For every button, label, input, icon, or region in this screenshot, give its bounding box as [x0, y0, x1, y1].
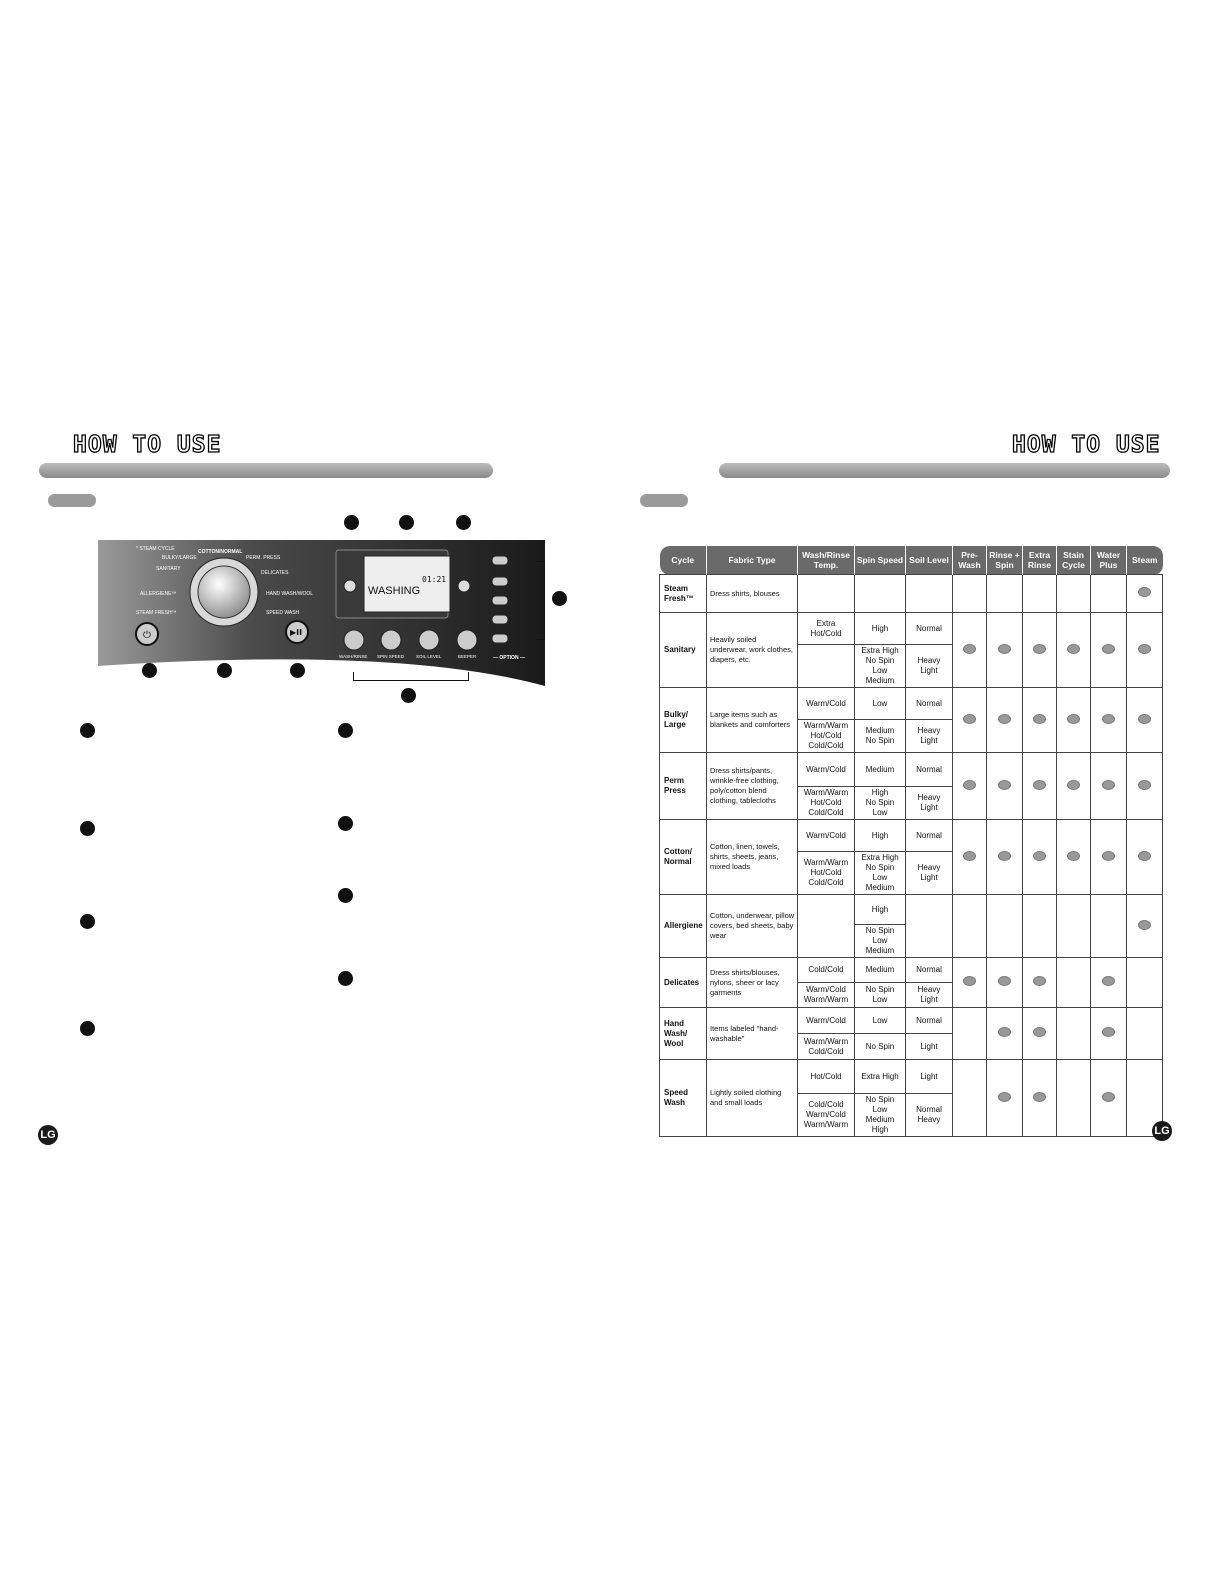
table-cell: High	[855, 613, 906, 645]
table-cell: Warm/Warm Hot/Cold Cold/Cold	[798, 787, 855, 820]
table-row	[660, 895, 1163, 925]
table-cell	[1127, 1008, 1163, 1060]
option-available-dot	[1138, 644, 1151, 654]
table-cell: High	[855, 895, 906, 925]
table-cell	[1127, 613, 1163, 688]
table-cell	[953, 575, 987, 613]
table-cell	[1091, 688, 1127, 753]
right-page-title: HOW TO USE	[1012, 432, 1161, 458]
cycle-name: Cotton/ Normal	[660, 820, 707, 895]
table-cell	[1127, 958, 1163, 1008]
list-marker	[338, 723, 353, 738]
display-screen	[364, 556, 450, 612]
option-available-dot	[1033, 714, 1046, 724]
list-marker	[338, 888, 353, 903]
callout-marker	[142, 663, 157, 678]
display-main-text: WASHING	[368, 585, 421, 597]
table-cell: Warm/Warm Hot/Cold Cold/Cold	[798, 720, 855, 753]
table-cell	[1023, 1008, 1057, 1060]
table-cell	[1023, 753, 1057, 820]
table-row	[660, 820, 1163, 852]
table-cell	[953, 753, 987, 820]
table-cell: High No Spin Low	[855, 787, 906, 820]
option-available-dot	[998, 1092, 1011, 1102]
column-header: Wash/Rinse Temp.	[798, 546, 855, 575]
wash-rinse-button	[344, 630, 364, 650]
option-available-dot	[1033, 1027, 1046, 1037]
table-cell	[953, 1060, 987, 1137]
cycle-name: Perm Press	[660, 753, 707, 820]
table-cell	[1091, 613, 1127, 688]
table-cell	[987, 820, 1023, 895]
table-cell	[1057, 613, 1091, 688]
table-cell	[1091, 958, 1127, 1008]
start-glyph: ▶II	[290, 628, 303, 637]
speed-wash-label: SPEED WASH	[266, 610, 300, 616]
option-available-dot	[1033, 780, 1046, 790]
option-button-3	[492, 596, 508, 605]
perm-press-label: PERM. PRESS	[246, 555, 281, 561]
left-header-bar	[39, 463, 493, 478]
table-row	[660, 753, 1163, 787]
callout-marker	[217, 663, 232, 678]
table-cell: Extra High	[855, 1060, 906, 1094]
table-cell: Heavy Light	[906, 983, 953, 1008]
cycle-name: Bulky/ Large	[660, 688, 707, 753]
table-row	[660, 613, 1163, 645]
option-available-dot	[1102, 780, 1115, 790]
table-cell	[1091, 575, 1127, 613]
table-cell: Warm/Cold Warm/Warm	[798, 983, 855, 1008]
table-cell: Warm/Warm Cold/Cold	[798, 1034, 855, 1060]
option-available-dot	[1102, 976, 1115, 986]
column-header: Fabric Type	[707, 546, 798, 575]
table-cell	[798, 575, 855, 613]
option-button-1	[492, 556, 508, 565]
table-cell	[1127, 895, 1163, 958]
fabric-type: Cotton, underwear, pillow covers, bed sheets, baby wear	[707, 895, 798, 958]
table-cell	[1023, 958, 1057, 1008]
option-available-dot	[1033, 976, 1046, 986]
option-available-dot	[1102, 1027, 1115, 1037]
table-cell: Normal	[906, 820, 953, 852]
table-cell	[1127, 820, 1163, 895]
table-cell: Warm/Cold	[798, 753, 855, 787]
option-available-dot	[998, 714, 1011, 724]
table-cell	[987, 753, 1023, 820]
option-button-2	[492, 577, 508, 586]
option-available-dot	[1102, 714, 1115, 724]
option-available-dot	[963, 644, 976, 654]
cycle-name: Hand Wash/ Wool	[660, 1008, 707, 1060]
table-header-row	[660, 546, 1163, 575]
fabric-type: Items labeled "hand-washable"	[707, 1008, 798, 1060]
beeper-button	[457, 630, 477, 650]
table-cell	[1091, 753, 1127, 820]
hand-wash-wool-label: HAND WASH/WOOL	[266, 591, 314, 597]
option-available-dot	[963, 780, 976, 790]
callout-marker	[399, 515, 414, 530]
table-cell: Normal Heavy	[906, 1094, 953, 1137]
option-available-dot	[1067, 780, 1080, 790]
callout-marker	[344, 515, 359, 530]
display-time-text: 01:21	[422, 575, 447, 584]
column-header: Cycle	[660, 546, 707, 575]
table-cell: Warm/Cold	[798, 820, 855, 852]
option-available-dot	[1138, 587, 1151, 597]
option-available-dot	[1138, 920, 1151, 930]
option-available-dot	[998, 644, 1011, 654]
options-bracket	[536, 561, 545, 640]
table-cell: Cold/Cold	[798, 958, 855, 983]
list-marker	[80, 723, 95, 738]
option-available-dot	[963, 714, 976, 724]
table-cell: No Spin Low Medium	[855, 925, 906, 958]
left-section-pill	[48, 494, 96, 507]
spin-speed-button	[381, 630, 401, 650]
table-cell	[1057, 820, 1091, 895]
option-available-dot	[1033, 851, 1046, 861]
table-cell	[1023, 895, 1057, 958]
table-cell	[1091, 1008, 1127, 1060]
table-row	[660, 688, 1163, 720]
steam-fresh-label: STEAM FRESH™	[136, 610, 177, 616]
table-cell: Normal	[906, 753, 953, 787]
table-cell	[855, 575, 906, 613]
column-header: Spin Speed	[855, 546, 906, 575]
cycle-name: Sanitary	[660, 613, 707, 688]
table-cell	[1091, 820, 1127, 895]
column-header: Soil Level	[906, 546, 953, 575]
buttons-bracket	[353, 672, 469, 681]
table-cell	[1091, 895, 1127, 958]
option-label: — OPTION —	[493, 655, 525, 661]
table-cell	[987, 575, 1023, 613]
column-header: Steam	[1127, 546, 1163, 575]
wash-rinse-label: WASH/RINSE	[339, 654, 368, 659]
table-cell: Heavy Light	[906, 852, 953, 895]
table-cell	[987, 688, 1023, 753]
option-available-dot	[1033, 644, 1046, 654]
option-available-dot	[998, 1027, 1011, 1037]
column-header: Rinse + Spin	[987, 546, 1023, 575]
option-available-dot	[1067, 851, 1080, 861]
table-cell: No Spin	[855, 1034, 906, 1060]
table-cell: Medium	[855, 958, 906, 983]
table-cell: Warm/Cold	[798, 688, 855, 720]
table-cell	[798, 895, 855, 958]
table-cell: Extra High No Spin Low Medium	[855, 852, 906, 895]
table-cell: Warm/Cold	[798, 1008, 855, 1034]
bulky-large-label: BULKY/LARGE	[162, 555, 197, 561]
option-available-dot	[1102, 851, 1115, 861]
left-page-title: HOW TO USE	[73, 432, 222, 458]
fabric-type: Heavily soiled underwear, work clothes, diapers, etc.	[707, 613, 798, 688]
table-cell: Heavy Light	[906, 720, 953, 753]
table-cell: Normal	[906, 958, 953, 983]
table-cell	[953, 895, 987, 958]
spin-speed-label: SPIN SPEED	[377, 654, 405, 659]
table-row	[660, 1008, 1163, 1034]
table-cell	[953, 958, 987, 1008]
table-cell: Medium	[855, 753, 906, 787]
fabric-type: Dress shirts/blouses, nylons, sheer or lacy garments	[707, 958, 798, 1008]
callout-marker	[552, 591, 567, 606]
table-cell: Medium No Spin	[855, 720, 906, 753]
control-panel	[98, 536, 545, 686]
option-available-dot	[1138, 780, 1151, 790]
table-cell: Hot/Cold	[798, 1060, 855, 1094]
right-section-pill	[640, 494, 688, 507]
option-available-dot	[1033, 1092, 1046, 1102]
table-cell: Warm/Warm Hot/Cold Cold/Cold	[798, 852, 855, 895]
table-cell	[1057, 753, 1091, 820]
cycle-name: Allergiene	[660, 895, 707, 958]
table-cell	[987, 1008, 1023, 1060]
option-available-dot	[1102, 1092, 1115, 1102]
fabric-type: Dress shirts, blouses	[707, 575, 798, 613]
table-cell: Light	[906, 1060, 953, 1094]
list-marker	[80, 1021, 95, 1036]
power-glyph: ⏻	[143, 630, 151, 641]
table-cell	[1091, 1060, 1127, 1137]
table-cell	[1057, 958, 1091, 1008]
allergiene-label: ALLERGIENE™	[140, 591, 177, 597]
table-cell	[1127, 688, 1163, 753]
fabric-type: Cotton, linen, towels, shirts, sheets, jeans, mixed loads	[707, 820, 798, 895]
fabric-type: Dress shirts/pants, wrinkle-free clothing, poly/cotton blend clothing, tablecloths	[707, 753, 798, 820]
soil-level-button	[419, 630, 439, 650]
option-available-dot	[998, 851, 1011, 861]
table-row	[660, 958, 1163, 983]
callout-marker	[290, 663, 305, 678]
option-available-dot	[1067, 714, 1080, 724]
fabric-type: Lightly soiled clothing and small loads	[707, 1060, 798, 1137]
cycle-name: Steam Fresh™	[660, 575, 707, 613]
cycle-name: Delicates	[660, 958, 707, 1008]
fabric-type: Large items such as blankets and comforters	[707, 688, 798, 753]
column-header: Water Plus	[1091, 546, 1127, 575]
table-cell	[1127, 753, 1163, 820]
table-cell: Normal	[906, 1008, 953, 1034]
table-cell: No Spin Low Medium High	[855, 1094, 906, 1137]
right-display-button	[458, 580, 470, 592]
delicates-label: DELICATES	[261, 570, 289, 576]
option-available-dot	[1067, 644, 1080, 654]
table-cell	[987, 895, 1023, 958]
lg-logo-right: LG	[1152, 1121, 1172, 1141]
column-header: Pre-Wash	[953, 546, 987, 575]
left-display-button	[344, 580, 356, 592]
column-header: Stain Cycle	[1057, 546, 1091, 575]
list-marker	[80, 914, 95, 929]
cotton-normal-label: COTTON/NORMAL	[198, 549, 243, 555]
table-row	[660, 1060, 1163, 1094]
cycle-dial	[198, 566, 250, 618]
table-cell	[1057, 1060, 1091, 1137]
table-cell	[906, 575, 953, 613]
cycle-name: Speed Wash	[660, 1060, 707, 1137]
list-marker	[80, 821, 95, 836]
table-cell	[1127, 575, 1163, 613]
option-available-dot	[963, 851, 976, 861]
table-cell	[1057, 1008, 1091, 1060]
table-cell: Low	[855, 688, 906, 720]
sanitary-label: SANITARY	[156, 566, 181, 572]
table-cell	[1057, 688, 1091, 753]
lg-logo-left: LG	[38, 1125, 58, 1145]
table-cell	[798, 645, 855, 688]
table-cell	[1023, 688, 1057, 753]
table-cell	[953, 613, 987, 688]
list-marker	[338, 971, 353, 986]
option-available-dot	[1138, 714, 1151, 724]
table-cell: No Spin Low	[855, 983, 906, 1008]
table-cell: Low	[855, 1008, 906, 1034]
callout-marker	[456, 515, 471, 530]
table-cell	[953, 688, 987, 753]
list-marker	[338, 816, 353, 831]
table-cell: Light	[906, 1034, 953, 1060]
table-cell	[987, 958, 1023, 1008]
callout-marker	[401, 688, 416, 703]
right-header-bar	[719, 463, 1170, 478]
beeper-label: BEEPER	[458, 654, 477, 659]
table-cell: High	[855, 820, 906, 852]
steam-cycle-label: * STEAM CYCLE	[136, 546, 175, 552]
table-cell	[906, 895, 953, 958]
option-available-dot	[963, 976, 976, 986]
table-cell: Normal	[906, 688, 953, 720]
table-cell: Extra High No Spin Low Medium	[855, 645, 906, 688]
table-cell	[987, 613, 1023, 688]
table-cell: Heavy Light	[906, 645, 953, 688]
table-cell	[1023, 613, 1057, 688]
option-available-dot	[998, 976, 1011, 986]
table-cell	[1023, 1060, 1057, 1137]
cycle-table	[659, 546, 1162, 1134]
table-cell	[1057, 575, 1091, 613]
option-button-4	[492, 615, 508, 624]
option-available-dot	[998, 780, 1011, 790]
table-row	[660, 575, 1163, 594]
table-cell	[1057, 895, 1091, 958]
option-available-dot	[1138, 851, 1151, 861]
option-button-5	[492, 634, 508, 643]
table-cell	[1023, 575, 1057, 613]
option-available-dot	[1102, 644, 1115, 654]
soil-level-label: SOIL LEVEL	[416, 654, 442, 659]
column-header: Extra Rinse	[1023, 546, 1057, 575]
table-cell: Extra Hot/Cold	[798, 613, 855, 645]
table-cell	[987, 1060, 1023, 1137]
table-cell: Normal	[906, 613, 953, 645]
table-cell	[953, 1008, 987, 1060]
table-cell	[953, 820, 987, 895]
table-cell: Cold/Cold Warm/Cold Warm/Warm	[798, 1094, 855, 1137]
table-cell	[1023, 820, 1057, 895]
table-cell: Heavy Light	[906, 787, 953, 820]
